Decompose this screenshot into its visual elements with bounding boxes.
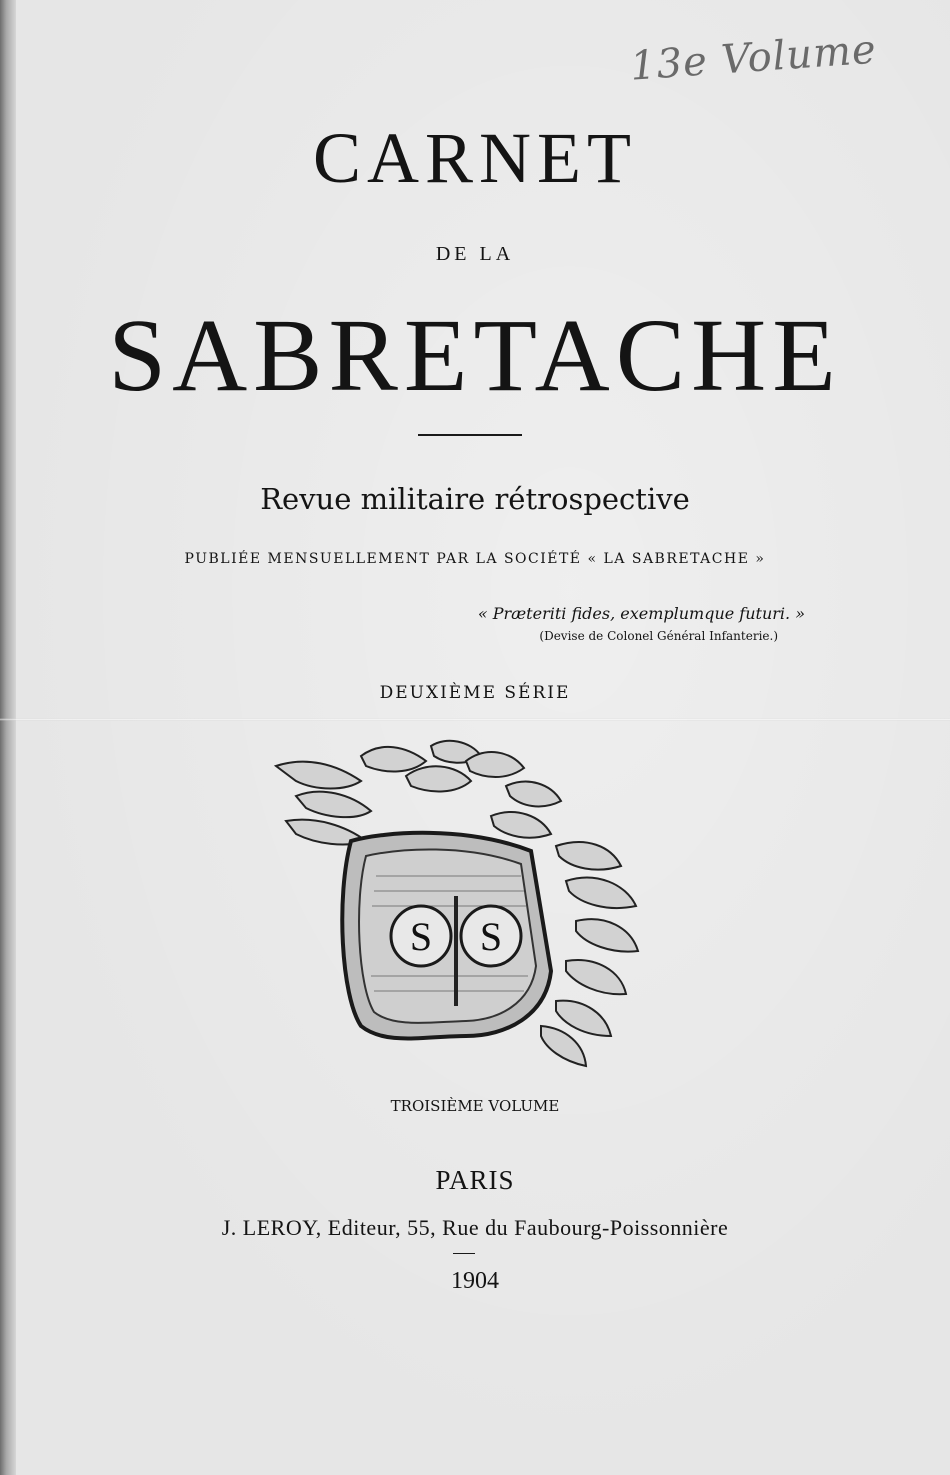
title-divider <box>418 434 522 436</box>
publication-year: 1904 <box>451 1268 499 1294</box>
handwritten-annotation: 13e Volume <box>628 26 879 90</box>
page-spine-edge <box>0 0 16 1475</box>
subtitle: Revue militaire rétrospective <box>260 482 690 516</box>
shield-emblem-icon <box>266 736 656 1076</box>
title-de-la: DE LA <box>435 243 515 265</box>
imprint-divider <box>453 1253 475 1254</box>
motto: « Præteriti fides, exemplumque futuri. » <box>477 604 805 623</box>
publisher-note: PUBLIÉE MENSUELLEMENT PAR LA SOCIÉTÉ « LA SABRETACHE » <box>184 551 766 567</box>
emblem-letter-left: S <box>409 914 433 959</box>
title-carnet: CARNET <box>313 118 637 198</box>
volume-label: TROISIÈME VOLUME <box>390 1097 560 1115</box>
title-sabretache: SABRETACHE <box>108 298 842 413</box>
publisher-imprint: J. LEROY, Editeur, 55, Rue du Faubourg-Poissonnière <box>221 1215 729 1240</box>
paper-fold <box>0 718 950 721</box>
motto-source: (Devise de Colonel Général Infanterie.) <box>539 629 778 643</box>
city: PARIS <box>435 1165 515 1195</box>
emblem-letter-right: S <box>479 914 503 959</box>
series-label: DEUXIÈME SÉRIE <box>379 683 571 703</box>
